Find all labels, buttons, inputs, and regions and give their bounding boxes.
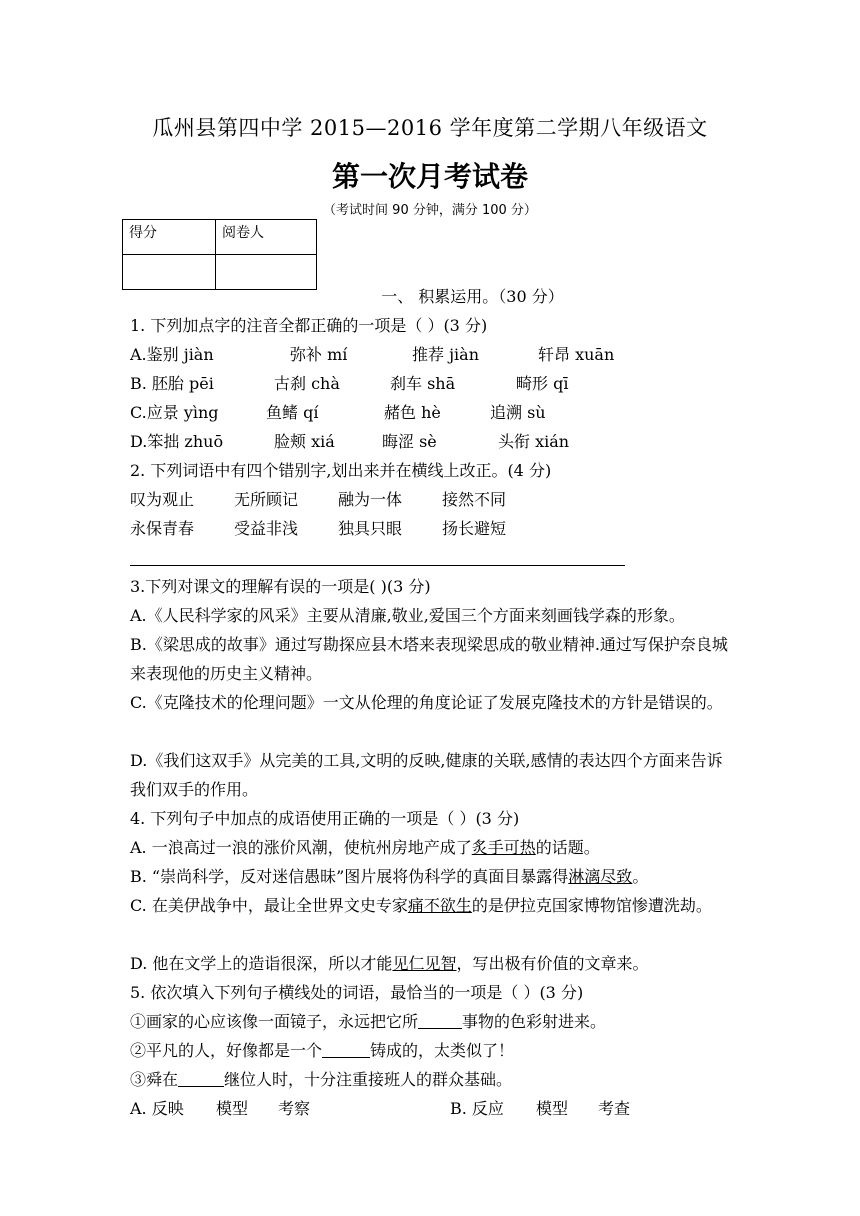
idiom: 炙手可热 [471,838,536,857]
option-word: 畸形 qī [516,374,569,393]
question-4-option-b [130,862,735,891]
question-4-option-a [130,833,735,862]
exam-subtitle: （考试时间 90 分钟，满分 100 分） [323,203,537,218]
idiom: 淋漓尽致 [568,867,633,886]
score-header: 得分 [123,220,216,255]
option-word: 弥补 mí [290,345,348,364]
sentence-text: C. 在美伊战争中，最让全世界文史专家 [130,896,408,915]
question-3-option-c: C.《克隆技术的伦理问题》一文从伦理的角度论证了发展克隆技术的方针是错误的。 [130,693,723,712]
question-4-option-d [130,949,735,978]
question-4-stem: 4. 下列句子中加点的成语使用正确的一项是（ ）(3 分) [130,809,520,828]
fill-blank [322,1039,370,1058]
sentence-text: 。 [632,867,649,886]
question-1-option-a [130,340,735,369]
idiom: 痛不欲生 [407,896,472,915]
option-word: D.笨拙 zhuō [130,432,224,451]
score-table [122,219,317,290]
option-word: 赭色 hè [384,403,441,422]
option-word: 推荐 jiàn [412,345,480,364]
option-word: 晦涩 sè [382,432,437,451]
question-5-sentence-2 [130,1036,735,1065]
sentence-text: 的话题。 [535,838,600,857]
idiom: 见仁见智 [392,954,457,973]
question-3-option-b: B.《梁思成的故事》通过写勘探应县木塔来表现梁思成的敬业精神.通过写保护奈良城来表现他的历史主义精神。 [130,635,728,683]
question-3-option-d: D.《我们这双手》从完美的工具,文明的反映,健康的关联,感情的表达四个方面来告诉我们双手的作用。 [130,751,723,799]
option-word: A. 反映 [130,1099,184,1118]
option-word: 模型 [536,1099,569,1118]
sentence-text: 的是伊拉克国家博物馆惨遭洗劫。 [471,896,712,915]
option-word: 考查 [598,1099,631,1118]
option-word: A.鉴别 jiàn [130,345,214,364]
question-5-stem: 5. 依次填入下列句子横线处的词语，最恰当的一项是（ ）(3 分) [130,983,584,1002]
sentence-text: ③舜在 [130,1070,179,1089]
question-4-option-c [130,891,735,949]
grader-header: 阅卷人 [216,220,317,255]
option-word: C.应景 yìng [130,403,219,422]
word: 独具只眼 [338,519,403,538]
option-word: 鱼鳍 qí [266,403,319,422]
exam-body [130,282,735,1123]
question-5-sentence-1 [130,1007,735,1036]
sentence-text: A. 一浪高过一浪的涨价风潮，使杭州房地产成了 [130,838,472,857]
question-2-words-row1 [130,485,735,514]
option-word: B. 胚胎 pēi [130,374,214,393]
question-2-stem: 2. 下列词语中有四个错别字,划出来并在横线上改正。(4 分) [130,461,552,480]
exam-title-line1: 瓜州县第四中学 2015—2016 学年度第二学期八年级语文 [152,116,708,140]
option-word: 脸颊 xiá [274,432,335,451]
sentence-text: ①画家的心应该像一面镜子，永远把它所 [130,1012,419,1031]
question-2-words-row2 [130,514,735,543]
question-3-stem: 3.下列对课文的理解有误的一项是( )(3 分) [130,577,431,596]
word: 融为一体 [338,490,403,509]
option-word: 头衔 xián [498,432,570,451]
question-1-option-d [130,427,735,456]
option-word: 刹车 shā [390,374,456,393]
question-1-stem: 1. 下列加点字的注音全都正确的一项是（ ）(3 分) [130,316,488,335]
word: 接然不同 [442,490,507,509]
sentence-text: 继位人时，十分注重接班人的群众基础。 [224,1070,513,1089]
word: 永保青春 [130,519,195,538]
option-word: 古刹 chà [274,374,340,393]
question-1-option-c [130,398,735,427]
sentence-text: D. 他在文学上的造诣很深，所以才能 [130,954,393,973]
option-word: 模型 [216,1099,249,1118]
fill-blank [178,1068,224,1087]
sentence-text: B. “崇尚科学，反对迷信愚昧”图片展将伪科学的真面目暴露得 [130,867,569,886]
question-5-options [130,1094,735,1123]
word: 扬长避短 [442,519,507,538]
option-word: 轩昂 xuān [538,345,615,364]
sentence-text: ②平凡的人，好像都是一个 [130,1041,323,1060]
option-word: B. 反应 [450,1099,504,1118]
sentence-text: 事物的色彩射进来。 [462,1012,607,1031]
sentence-text: ，写出极有价值的文章来。 [456,954,649,973]
word: 受益非浅 [234,519,299,538]
section-heading: 一、 积累运用。（30 分） [381,287,564,306]
option-word: 追溯 sù [490,403,546,422]
word: 无所顾记 [234,490,299,509]
exam-title-line2: 第一次月考试卷 [331,160,528,193]
answer-line [130,543,735,572]
question-3-option-a: A.《人民科学家的风采》主要从清廉,敬业,爱国三个方面来刻画钱学森的形象。 [130,606,685,625]
sentence-text: 铸成的，太类似了！ [370,1041,515,1060]
question-1-option-b [130,369,735,398]
fill-blank [418,1010,462,1029]
question-5-sentence-3 [130,1065,735,1094]
option-word: 考察 [278,1099,311,1118]
word: 叹为观止 [130,490,195,509]
